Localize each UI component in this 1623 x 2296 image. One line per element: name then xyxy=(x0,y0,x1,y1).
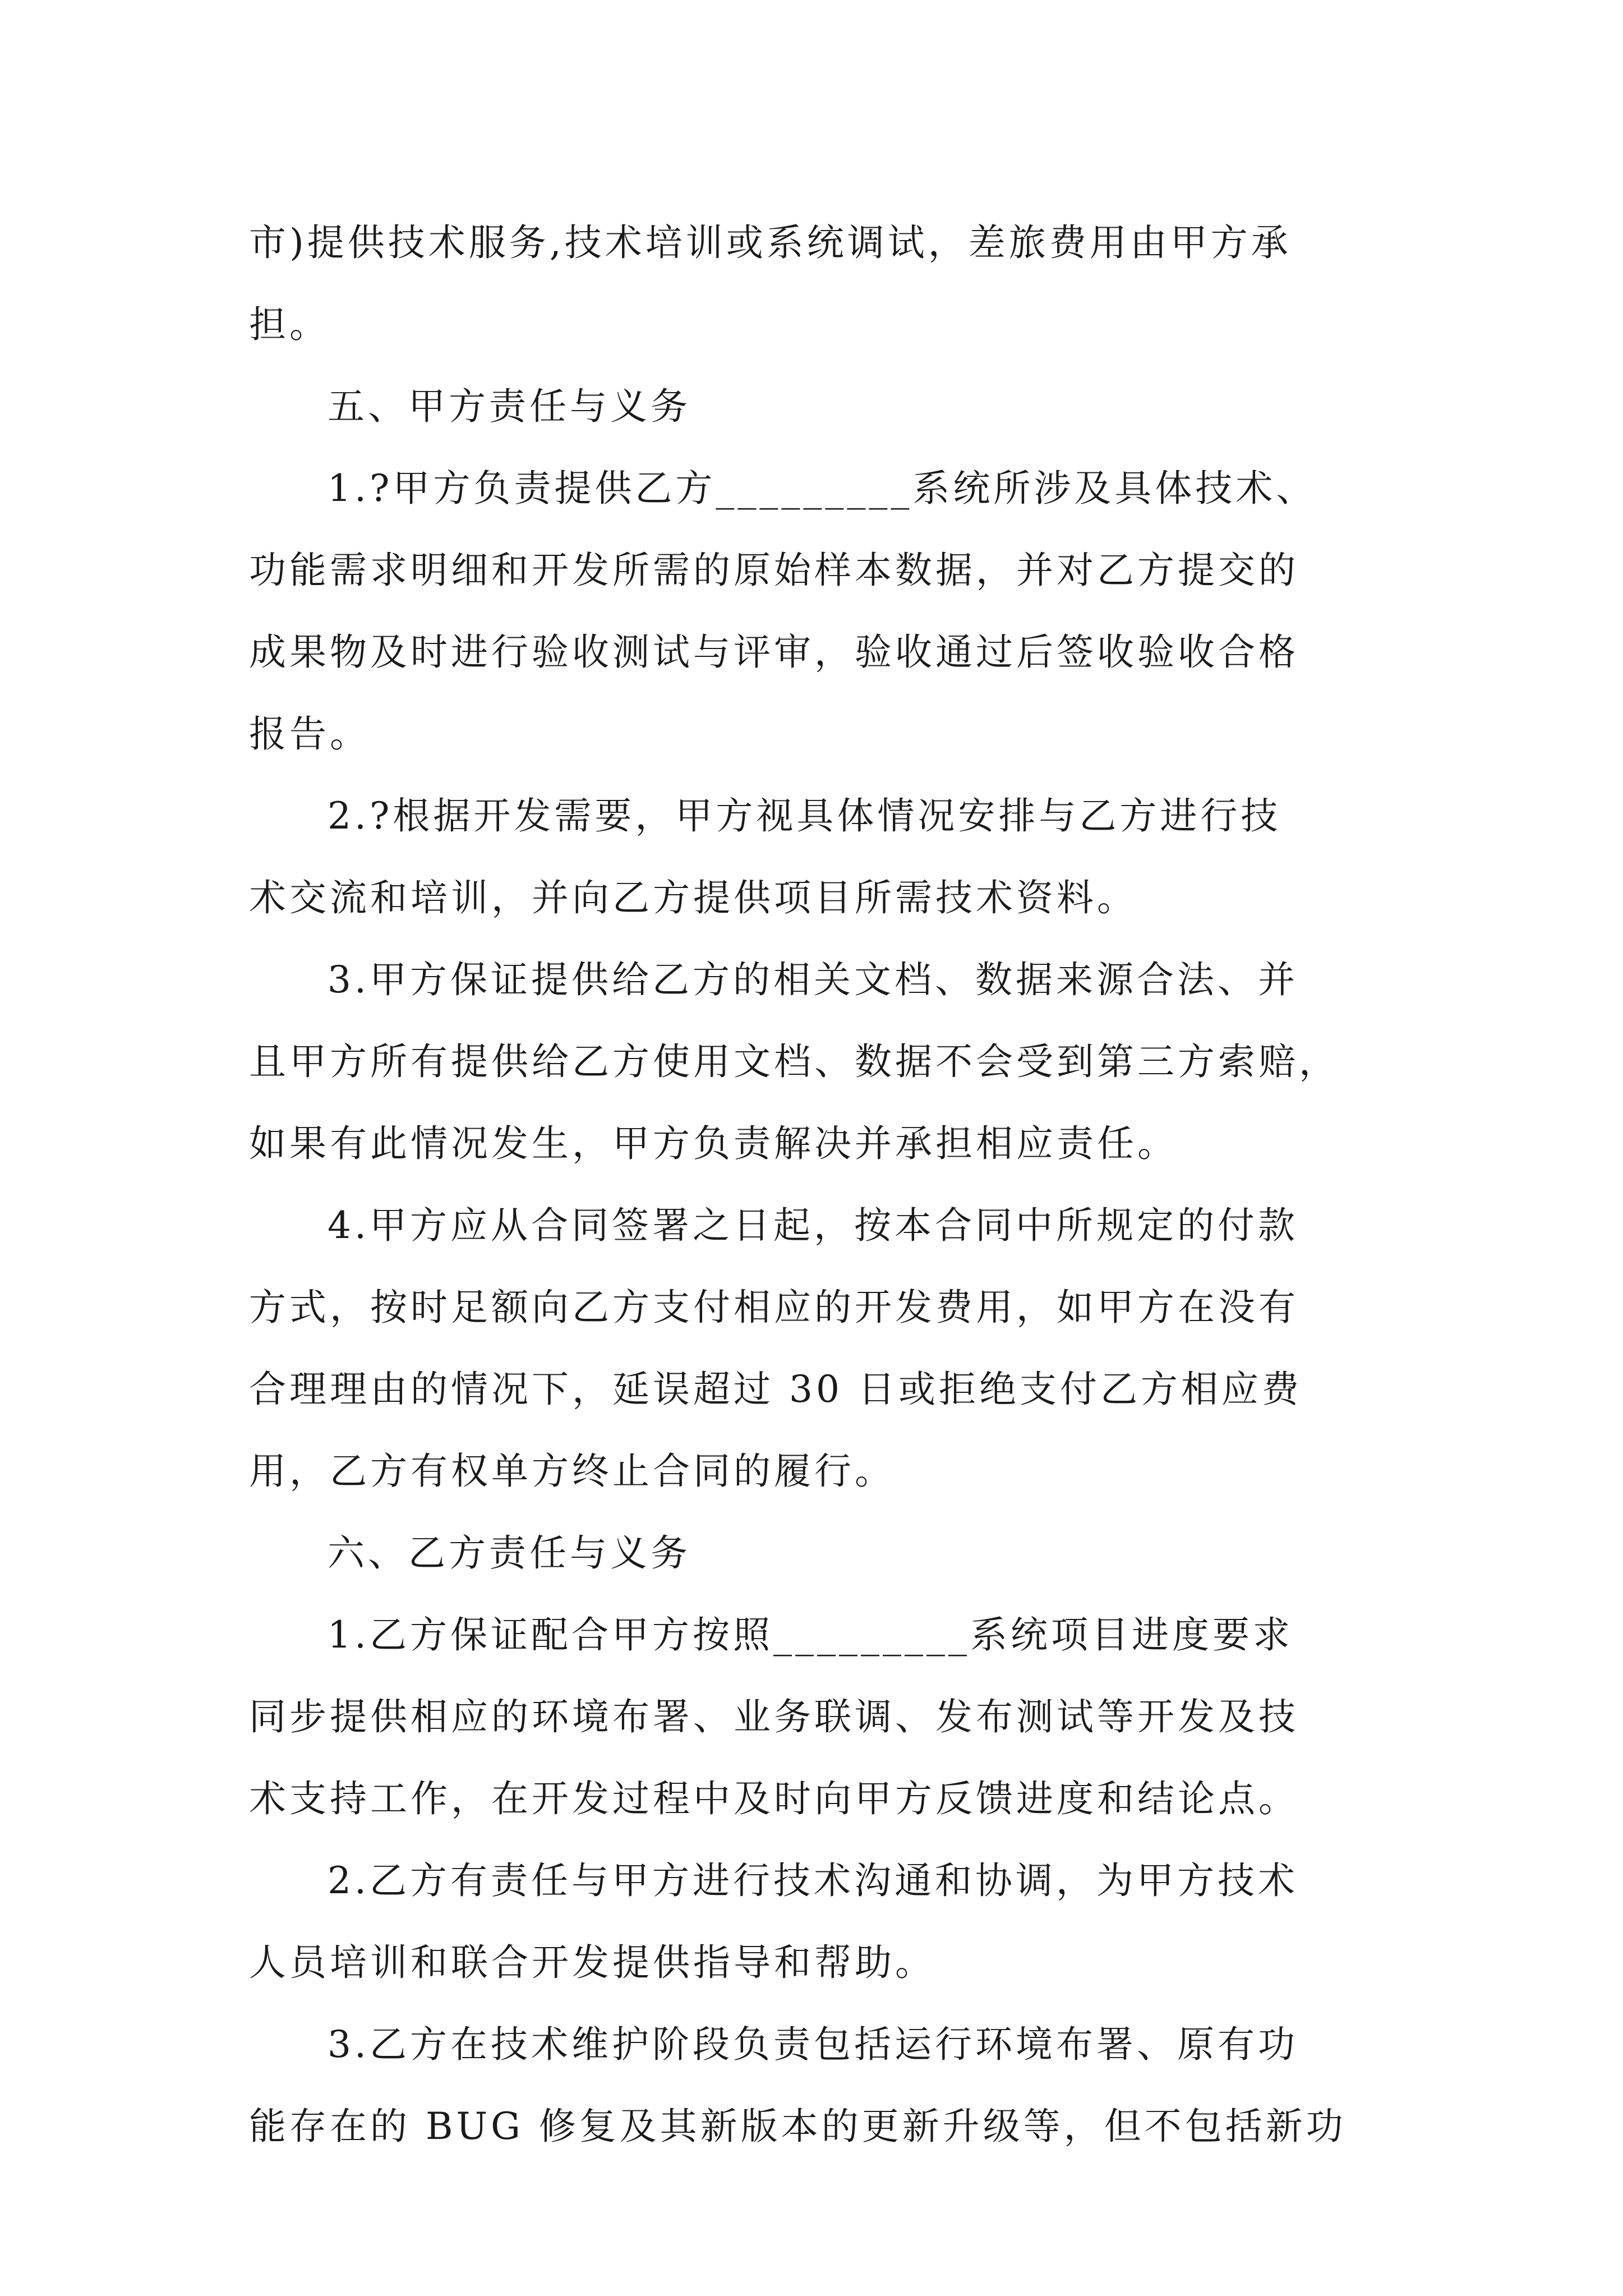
text-line: 2.?根据开发需要，甲方视具体情况安排与乙方进行技 xyxy=(328,794,1281,838)
text-line: 成果物及时进行验收测试与评审，验收通过后签收验收合格 xyxy=(249,631,1299,674)
section-heading: 五、甲方责任与义务 xyxy=(328,385,691,428)
text-line: 如果有此情况发生，甲方负责解决并承担相应责任。 xyxy=(249,1122,1178,1165)
text-line: 且甲方所有提供给乙方使用文档、数据不会受到第三方索赔， xyxy=(249,1040,1339,1083)
text-line: 术交流和培训，并向乙方提供项目所需技术资料。 xyxy=(249,876,1137,919)
text-line: 人员培训和联合开发提供指导和帮助。 xyxy=(249,1941,935,1984)
text-line: 同步提供相应的环境布署、业务联调、发布测试等开发及技 xyxy=(249,1695,1299,1738)
document-body xyxy=(249,202,1376,2168)
text-line: 4.甲方应从合同签署之日起，按本合同中所规定的付款 xyxy=(328,1204,1298,1247)
text-line-with-blank xyxy=(249,448,1376,530)
text-line: 方式，按时足额向乙方支付相应的开发费用，如甲方在没有 xyxy=(249,1286,1299,1329)
text-line: 2.乙方有责任与甲方进行技术沟通和协调，为甲方技术 xyxy=(328,1859,1298,1902)
text-line: 担。 xyxy=(249,303,330,346)
text-line: 能存在的 BUG 修复及其新版本的更新升级等，但不包括新功 xyxy=(249,2105,1347,2148)
text-line: 报告。 xyxy=(249,712,370,756)
text-line: 3.乙方在技术维护阶段负责包括运行环境布署、原有功 xyxy=(328,2023,1298,2066)
line-text-after-blank: 系统所涉及具体技术、 xyxy=(912,467,1317,510)
text-line-with-blank xyxy=(249,1594,1376,1676)
section-heading: 六、乙方责任与义务 xyxy=(328,1531,691,1575)
line-text-before-blank: 1.?甲方负责提供乙方 xyxy=(328,467,716,510)
text-line: 市)提供技术服务,技术培训或系统调试，差旅费用由甲方承 xyxy=(249,221,1292,264)
line-text-before-blank: 1.乙方保证配合甲方按照 xyxy=(328,1613,773,1657)
text-line: 术支持工作，在开发过程中及时向甲方反馈进度和结论点。 xyxy=(249,1777,1299,1820)
text-line: 合理理由的情况下，延误超过 30 日或拒绝支付乙方相应费 xyxy=(249,1368,1302,1411)
fill-in-blank: _________ xyxy=(773,1613,970,1657)
text-line: 用，乙方有权单方终止合同的履行。 xyxy=(249,1450,895,1493)
text-line: 功能需求明细和开发所需的原始样本数据，并对乙方提交的 xyxy=(249,549,1299,592)
text-line: 3.甲方保证提供给乙方的相关文档、数据来源合法、并 xyxy=(328,958,1298,1001)
fill-in-blank: _________ xyxy=(716,467,913,510)
line-text-after-blank: 系统项目进度要求 xyxy=(970,1613,1293,1657)
